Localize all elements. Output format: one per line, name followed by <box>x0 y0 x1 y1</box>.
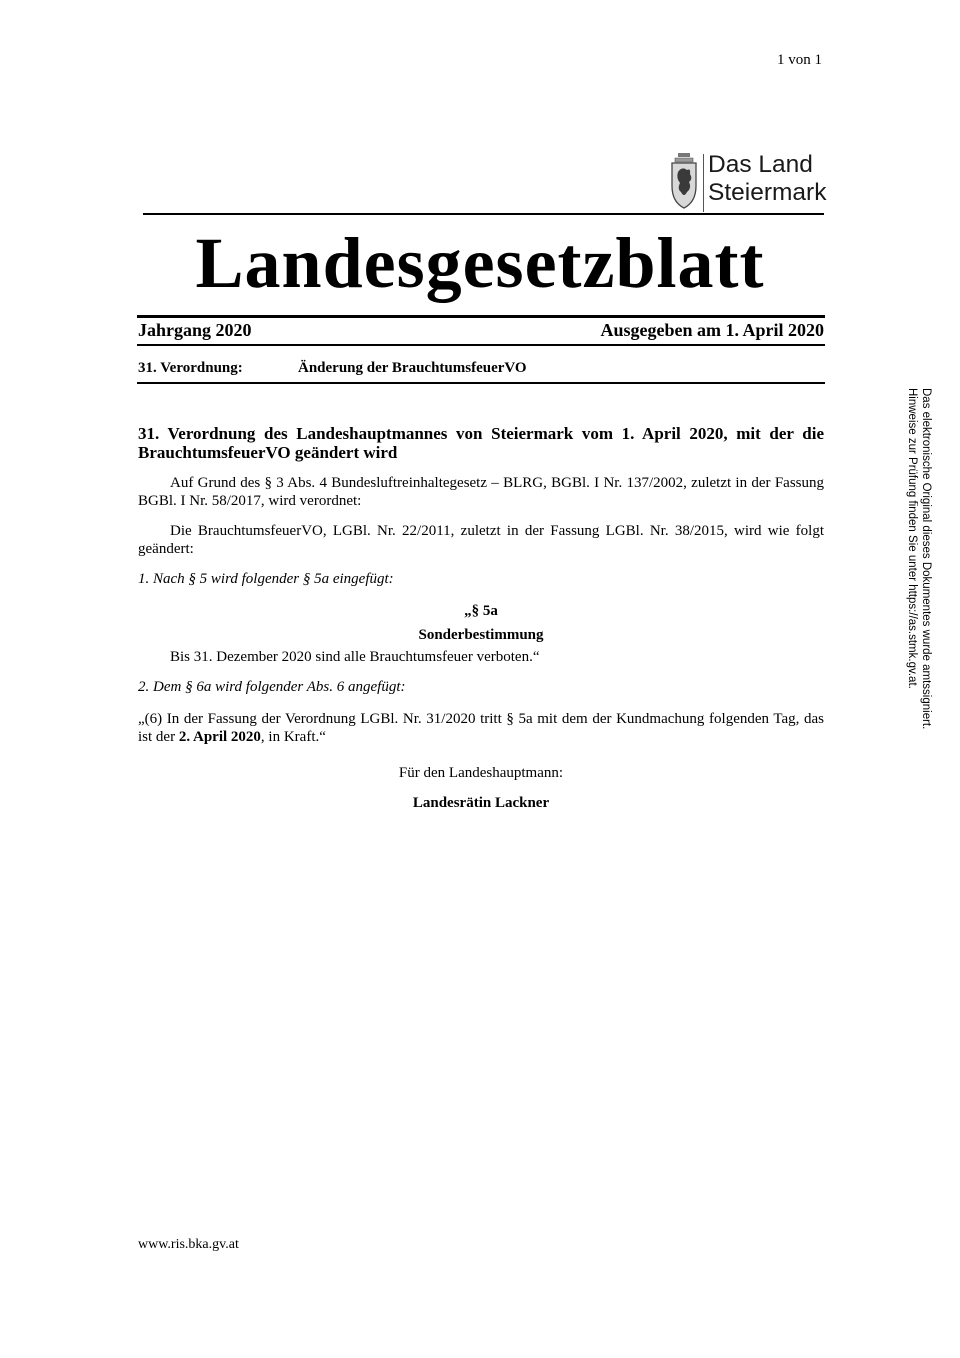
effective-text-start: „(6) In der Fassung der Verordnung LGBl. Nr. 31/2020 tritt § 5a mit dem der Kundmachung folgenden Tag, das ist der <box>138 711 824 745</box>
ordinance-heading: 31. Verordnung des Landeshauptmannes von Steiermark vom 1. April 2020, mit der die BrauchtumsfeuerVO geändert wird <box>138 424 824 462</box>
logo-line-1: Das Land <box>708 151 813 178</box>
masthead-title: Landesgesetzblatt <box>195 223 765 303</box>
issue-rule <box>137 344 825 346</box>
side-note-line-1: Das elektronische Original dieses Dokumentes wurde amtssigniert. <box>920 388 932 730</box>
header-rule <box>143 213 824 215</box>
section-text: Bis 31. Dezember 2020 sind alle Brauchtumsfeuer verboten.“ <box>170 649 540 665</box>
logo-line-2: Steiermark <box>708 179 827 206</box>
masthead-rule <box>137 315 825 318</box>
issue-date: Ausgegeben am 1. April 2020 <box>600 320 824 340</box>
effective-date-paragraph <box>138 710 824 746</box>
amendment-item-2: 2. Dem § 6a wird folgender Abs. 6 angefügt: <box>138 679 406 695</box>
section-title: Sonderbestimmung <box>418 627 544 643</box>
verordnung-title: Änderung der BrauchtumsfeuerVO <box>298 360 527 376</box>
effective-date: 2. April 2020 <box>178 729 261 745</box>
amendment-intro-paragraph: Die BrauchtumsfeuerVO, LGBl. Nr. 22/2011, zuletzt in der Fassung LGBl. Nr. 38/2015, wird wie folgt geändert: <box>138 523 824 557</box>
document-body <box>138 424 824 812</box>
logo-text <box>708 151 826 207</box>
jahrgang: Jahrgang 2020 <box>138 320 252 340</box>
signature-name: Landesrätin Lackner <box>412 795 550 811</box>
signature-line-1: Für den Landeshauptmann: <box>398 765 564 781</box>
verordnung-label: 31. Verordnung: <box>138 360 243 376</box>
toc-rule <box>137 382 825 384</box>
side-note-line-2: Hinweise zur Prüfung finden Sie unter https://as.stmk.gv.at. <box>906 388 919 689</box>
legal-basis-paragraph: Auf Grund des § 3 Abs. 4 Bundesluftreinhaltegesetz – BLRG, BGBl. I Nr. 137/2002, zuletzt in der Fassung BGBl. I Nr. 58/2017, wird verordnet: <box>138 475 824 509</box>
page-number: 1 von 1 <box>777 52 822 68</box>
signature-side-note <box>905 388 932 729</box>
land-steiermark-logo <box>668 150 827 216</box>
section-number: „§ 5a <box>464 603 498 619</box>
amendment-item-1: 1. Nach § 5 wird folgender § 5a eingefügt: <box>138 571 394 587</box>
footer-url[interactable]: www.ris.bka.gv.at <box>138 1237 239 1252</box>
logo-divider <box>703 154 704 212</box>
effective-text-end: , in Kraft.“ <box>260 729 326 745</box>
steiermark-crest-icon <box>668 152 700 210</box>
